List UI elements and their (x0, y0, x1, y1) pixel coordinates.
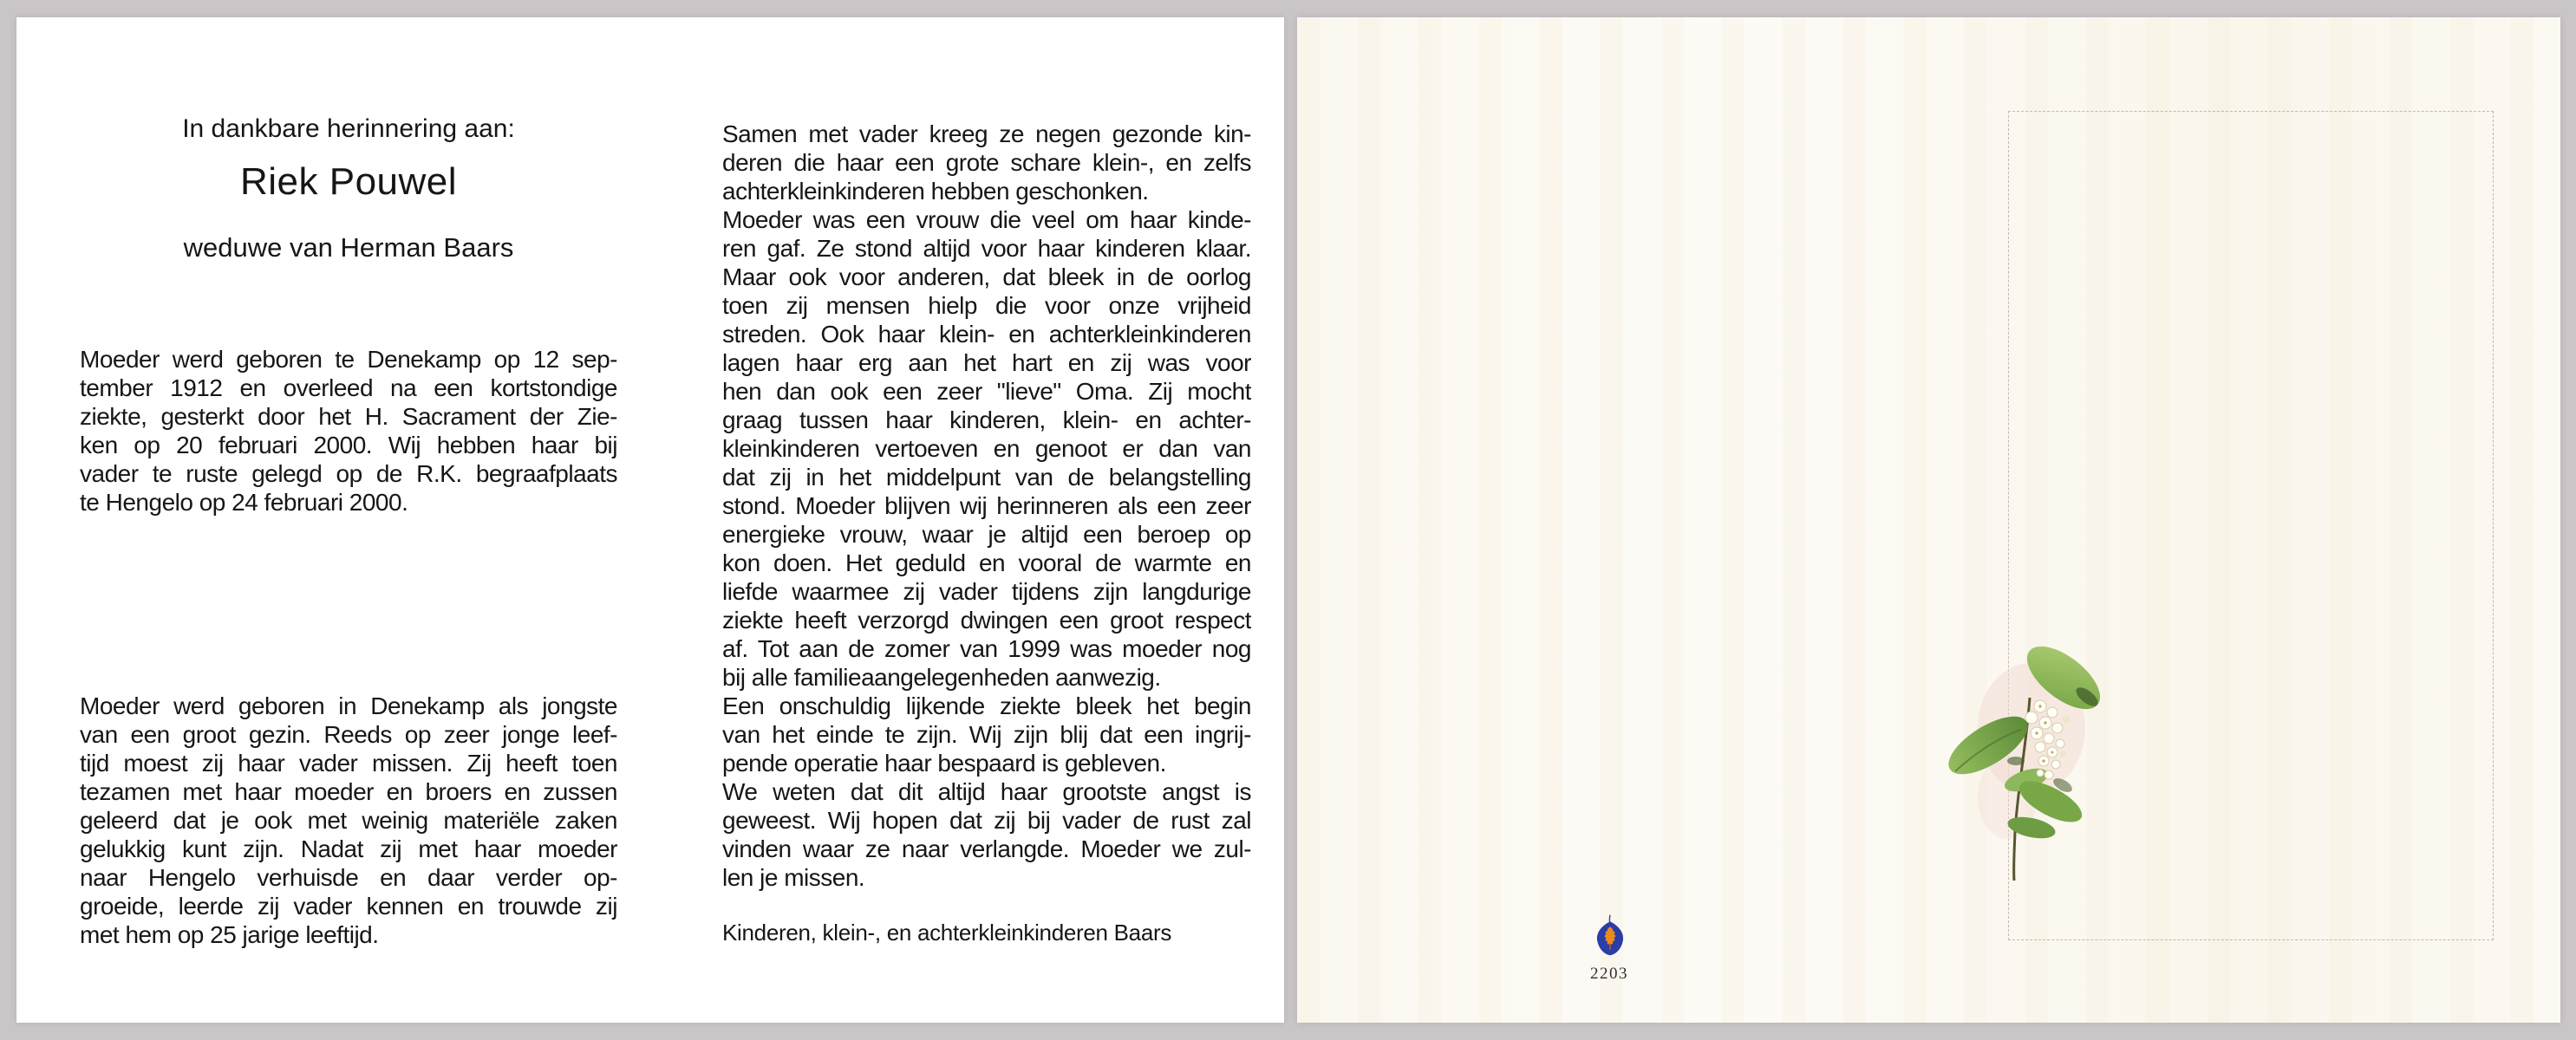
text-line: ken op 20 februari 2000. Wij hebben haar bij (80, 432, 617, 458)
text-line: We weten dat dit altijd haar grootste angst is (722, 778, 1251, 805)
text-line: Samen met vader kreeg ze negen gezonde kin- (722, 120, 1251, 147)
text-line: stond. Moeder blijven wij herinneren als een zeer (722, 492, 1251, 519)
text-line: Maar ook voor anderen, dat bleek in de oorlog (722, 263, 1251, 290)
text-line: tezamen met haar moeder en broers en zussen (80, 778, 617, 805)
text-line: len je missen. (722, 864, 865, 891)
text-line: achterkleinkinderen hebben geschonken. (722, 178, 1149, 205)
text-line: met hem op 25 jarige leeftijd. (80, 921, 379, 948)
text-line: vinden waar ze naar verlangde. Moeder we zul- (722, 835, 1251, 862)
text-line: ren gaf. Ze stond altijd voor haar kinderen klaar. (722, 235, 1251, 262)
text-line: kleinkinderen vertoeven en genoot er dan van (722, 435, 1251, 462)
text-line: te Hengelo op 24 februari 2000. (80, 489, 408, 516)
text-line: tember 1912 en overleed na een kortstondige (80, 374, 617, 401)
text-line: ziekte heeft verzorgd dwingen een groot respect (722, 607, 1251, 634)
text-line: pende operatie haar bespaard is gebleven. (722, 750, 1166, 777)
text-line: ziekte, gesterkt door het H. Sacrament der Zie- (80, 403, 617, 430)
text-line: Moeder werd geboren te Denekamp op 12 sep- (80, 346, 617, 373)
text-line: toen zij mensen hielp die voor onze vrijheid (722, 292, 1251, 319)
text-line: Moeder was een vrouw die veel om haar kinde- (722, 206, 1251, 233)
signature-line: Kinderen, klein-, en achterkleinkinderen Baars (722, 920, 1172, 946)
text-line: vader te ruste gelegd op de R.K. begraafplaats (80, 460, 617, 487)
intro-line: In dankbare herinnering aan: (182, 114, 515, 143)
text-line: Moeder werd geboren in Denekamp als jongste (80, 692, 617, 719)
text-line: af. Tot aan de zomer van 1999 was moeder nog (722, 635, 1251, 662)
text-line: geweest. Wij hopen dat zij bij vader de rust zal (722, 807, 1251, 834)
inner-pages-sheet (16, 17, 1284, 1023)
text-line: groeide, leerde zij vader kennen en trouwde zij (80, 893, 617, 920)
text-line: naar Hengelo verhuisde en daar verder op- (80, 864, 617, 891)
text-line: geleerd dat je ook met weinig materiële zaken (80, 807, 617, 834)
text-line: energieke vrouw, waar je altijd een beroep op (722, 521, 1251, 548)
biography-paragraph-1 (80, 345, 617, 517)
text-line: liefde waarmee zij vader tijdens zijn langdurige (722, 578, 1251, 605)
text-line: dat zij in het middelpunt van de belangstelling (722, 464, 1251, 491)
memorial-text-column (722, 120, 1251, 892)
text-line: Een onschuldig lijkende ziekte bleek het begin (722, 692, 1251, 719)
text-line: deren die haar een grote schare klein-, en zelfs (722, 149, 1251, 176)
text-line: graag tussen haar kinderen, klein- en achter- (722, 406, 1251, 433)
text-line: tijd moest zij haar vader missen. Zij heeft toen (80, 750, 617, 777)
flower-illustration-icon (1947, 615, 2120, 884)
catalog-number: 2203 (1590, 965, 1628, 983)
publisher-logo-icon (1592, 913, 1628, 959)
relation-line: weduwe van Herman Baars (183, 232, 514, 263)
text-line: streden. Ook haar klein- en achterkleinkinderen (722, 321, 1251, 348)
text-line: van het einde te zijn. Wij zijn blij dat een ingrij- (722, 721, 1251, 748)
biography-paragraph-2 (80, 692, 617, 949)
text-line: hen dan ook een zeer "lieve" Oma. Zij mocht (722, 378, 1251, 405)
text-line: lagen haar erg aan het hart en zij was voor (722, 349, 1251, 376)
text-line: kon doen. Het geduld en vooral de warmte en (722, 549, 1251, 576)
text-line: gelukkig kunt zijn. Nadat zij met haar moeder (80, 835, 617, 862)
text-line: bij alle familieaangelegenheden aanwezig. (722, 664, 1161, 691)
cover-sheet (1297, 17, 2560, 1023)
deceased-name: Riek Pouwel (239, 160, 458, 203)
text-line: van een groot gezin. Reeds op zeer jonge leef- (80, 721, 617, 748)
